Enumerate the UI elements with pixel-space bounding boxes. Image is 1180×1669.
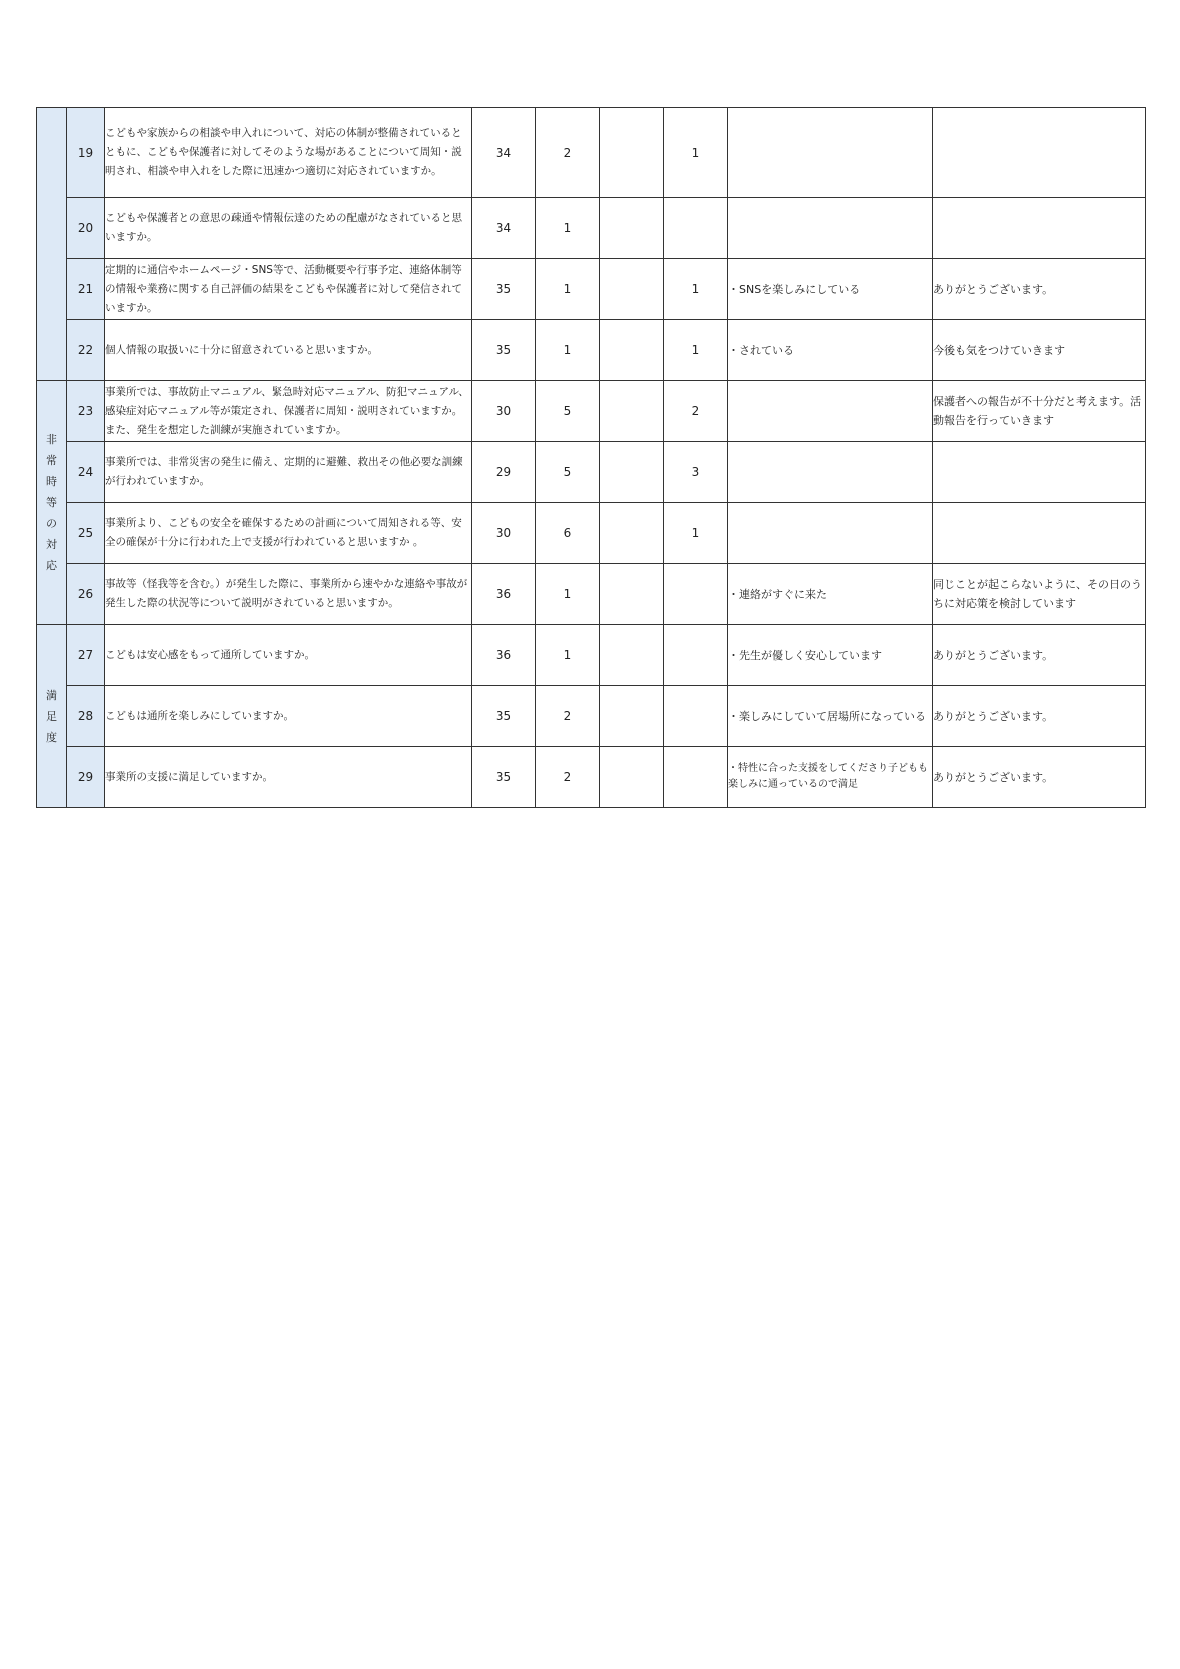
count-no <box>600 625 664 686</box>
parent-remark <box>728 381 933 442</box>
count-yes: 34 <box>472 198 536 259</box>
facility-response: ありがとうございます。 <box>933 747 1146 808</box>
question-text: 事業所では、非常災害の発生に備え、定期的に避難、救出その他必要な訓練が行われていますか。 <box>105 442 472 503</box>
facility-response <box>933 442 1146 503</box>
parent-remark <box>728 198 933 259</box>
question-text: こどもは通所を楽しみにしていますか。 <box>105 686 472 747</box>
count-somewhat: 1 <box>536 259 600 320</box>
table-row <box>37 320 1146 381</box>
count-somewhat: 2 <box>536 108 600 198</box>
count-no <box>600 442 664 503</box>
table-row <box>37 259 1146 320</box>
table-row <box>37 381 1146 442</box>
count-somewhat: 2 <box>536 686 600 747</box>
question-text: 定期的に通信やホームページ・SNS等で、活動概要や行事予定、連絡体制等の情報や業務に関する自己評価の結果をこどもや保護者に対して発信されていますか。 <box>105 259 472 320</box>
parent-remark: ・SNSを楽しみにしている <box>728 259 933 320</box>
question-text: こどもや家族からの相談や申入れについて、対応の体制が整備されているとともに、こどもや保護者に対してそのような場があることについて周知・説明され、相談や申入れをした際に迅速かつ適切に対応されていますか。 <box>105 108 472 198</box>
count-unknown <box>664 686 728 747</box>
count-somewhat: 1 <box>536 625 600 686</box>
facility-response: ありがとうございます。 <box>933 259 1146 320</box>
question-number: 28 <box>67 686 105 747</box>
question-number: 20 <box>67 198 105 259</box>
question-text: こどもは安心感をもって通所していますか。 <box>105 625 472 686</box>
count-yes: 35 <box>472 747 536 808</box>
facility-response: ありがとうございます。 <box>933 686 1146 747</box>
category-cell: 非常時等の対応 <box>37 381 67 625</box>
count-unknown: 1 <box>664 108 728 198</box>
count-yes: 35 <box>472 320 536 381</box>
count-somewhat: 1 <box>536 320 600 381</box>
count-yes: 35 <box>472 686 536 747</box>
count-yes: 35 <box>472 259 536 320</box>
parent-remark <box>728 108 933 198</box>
table-row <box>37 747 1146 808</box>
count-unknown <box>664 625 728 686</box>
facility-response <box>933 108 1146 198</box>
parent-remark <box>728 442 933 503</box>
count-no <box>600 108 664 198</box>
survey-table <box>36 107 1146 808</box>
count-somewhat: 1 <box>536 564 600 625</box>
count-no <box>600 320 664 381</box>
table-row <box>37 564 1146 625</box>
count-unknown: 3 <box>664 442 728 503</box>
question-text: 事故等（怪我等を含む。）が発生した際に、事業所から速やかな連絡や事故が発生した際の状況等について説明がされていると思いますか。 <box>105 564 472 625</box>
question-text: 事業所では、事故防止マニュアル、緊急時対応マニュアル、防犯マニュアル、感染症対応マニュアル等が策定され、保護者に周知・説明されていますか。また、発生を想定した訓練が実施されていますか。 <box>105 381 472 442</box>
parent-remark: ・先生が優しく安心しています <box>728 625 933 686</box>
count-unknown: 1 <box>664 503 728 564</box>
count-yes: 30 <box>472 381 536 442</box>
count-somewhat: 6 <box>536 503 600 564</box>
table-row <box>37 442 1146 503</box>
table-row <box>37 625 1146 686</box>
count-yes: 34 <box>472 108 536 198</box>
question-number: 23 <box>67 381 105 442</box>
table-row <box>37 503 1146 564</box>
survey-page <box>36 107 1145 808</box>
count-unknown <box>664 198 728 259</box>
table-row <box>37 686 1146 747</box>
parent-remark: ・されている <box>728 320 933 381</box>
question-text: 事業所より、こどもの安全を確保するための計画について周知される等、安全の確保が十分に行われた上で支援が行われていると思いますか 。 <box>105 503 472 564</box>
count-no <box>600 198 664 259</box>
count-unknown: 1 <box>664 259 728 320</box>
question-text: こどもや保護者との意思の疎通や情報伝達のための配慮がなされていると思いますか。 <box>105 198 472 259</box>
count-unknown <box>664 747 728 808</box>
parent-remark: ・特性に合った支援をしてくださり子どもも楽しみに通っているので満足 <box>728 747 933 808</box>
parent-remark: ・連絡がすぐに来た <box>728 564 933 625</box>
count-no <box>600 259 664 320</box>
question-number: 19 <box>67 108 105 198</box>
category-cell: 満足度 <box>37 625 67 808</box>
count-somewhat: 5 <box>536 381 600 442</box>
table-row <box>37 108 1146 198</box>
count-no <box>600 381 664 442</box>
count-unknown <box>664 564 728 625</box>
count-somewhat: 2 <box>536 747 600 808</box>
count-no <box>600 747 664 808</box>
table-row <box>37 198 1146 259</box>
count-somewhat: 1 <box>536 198 600 259</box>
question-number: 29 <box>67 747 105 808</box>
question-number: 27 <box>67 625 105 686</box>
count-unknown: 2 <box>664 381 728 442</box>
question-text: 事業所の支援に満足していますか。 <box>105 747 472 808</box>
count-no <box>600 503 664 564</box>
question-number: 22 <box>67 320 105 381</box>
question-number: 25 <box>67 503 105 564</box>
facility-response: 保護者への報告が不十分だと考えます。活動報告を行っていきます <box>933 381 1146 442</box>
count-yes: 36 <box>472 625 536 686</box>
parent-remark: ・楽しみにしていて居場所になっている <box>728 686 933 747</box>
count-unknown: 1 <box>664 320 728 381</box>
count-yes: 29 <box>472 442 536 503</box>
category-cell <box>37 108 67 381</box>
facility-response: ありがとうございます。 <box>933 625 1146 686</box>
question-number: 26 <box>67 564 105 625</box>
count-no <box>600 564 664 625</box>
question-number: 21 <box>67 259 105 320</box>
count-somewhat: 5 <box>536 442 600 503</box>
facility-response <box>933 503 1146 564</box>
count-yes: 36 <box>472 564 536 625</box>
parent-remark <box>728 503 933 564</box>
facility-response: 同じことが起こらないように、その日のうちに対応策を検討しています <box>933 564 1146 625</box>
count-yes: 30 <box>472 503 536 564</box>
facility-response: 今後も気をつけていきます <box>933 320 1146 381</box>
question-text: 個人情報の取扱いに十分に留意されていると思いますか。 <box>105 320 472 381</box>
count-no <box>600 686 664 747</box>
facility-response <box>933 198 1146 259</box>
question-number: 24 <box>67 442 105 503</box>
